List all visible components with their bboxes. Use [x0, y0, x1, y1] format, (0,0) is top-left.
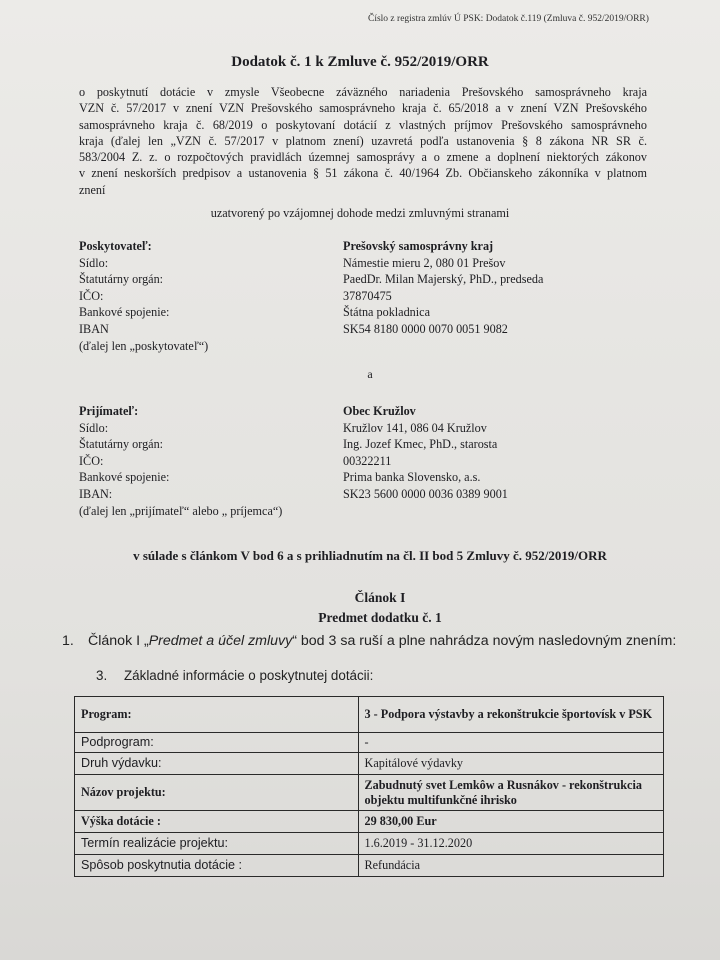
- list-item-text-italic: Predmet a účel zmluvy: [148, 633, 293, 649]
- recipient-label: IBAN:: [79, 486, 113, 501]
- recipient-bank: Prima banka Slovensko, a.s.: [343, 470, 481, 485]
- document-title: Dodatok č. 1 k Zmluve č. 952/2019/ORR: [231, 54, 489, 70]
- table-row: [75, 855, 664, 877]
- provider-label: Štatutárny orgán:: [79, 272, 164, 287]
- table-row: [75, 733, 664, 753]
- recipient-label: Sídlo:: [79, 420, 109, 435]
- list-item-number: 1.: [62, 633, 74, 649]
- accordance-statement: v súlade s článkom V bod 6 a s prihliadnutím na čl. II bod 5 Zmluvy č. 952/2019/ORR: [133, 548, 607, 563]
- provider-values: [343, 238, 543, 338]
- intro-line: znení: [79, 182, 106, 197]
- list-item-number: 3.: [96, 668, 108, 683]
- recipient-name: Obec Kružlov: [343, 404, 416, 418]
- article-title: Článok I: [354, 590, 406, 605]
- recipient-iban: SK23 5600 0000 0036 0389 9001: [343, 486, 508, 501]
- provider-iban: SK54 8180 0000 0070 0051 9082: [343, 321, 508, 336]
- provider-heading: Poskytovateľ:: [79, 239, 152, 253]
- table-cell-label: Termín realizácie projektu:: [75, 833, 359, 855]
- table-cell-label: Spôsob poskytnutia dotácie :: [75, 855, 359, 877]
- provider-address: Námestie mieru 2, 080 01 Prešov: [343, 255, 506, 270]
- recipient-labels: [79, 403, 282, 519]
- list-item-text-post: “ bod 3 sa ruší a plne nahrádza novým nasledovným znením:: [292, 633, 677, 649]
- recipient-label: Štatutárny orgán:: [79, 437, 164, 452]
- provider-label: IČO:: [79, 288, 104, 303]
- table-cell-label: Výška dotácie :: [75, 811, 359, 833]
- provider-ico: 37870475: [343, 288, 392, 303]
- table-cell-label: Podprogram:: [75, 733, 359, 753]
- table-cell-value: 29 830,00 Eur: [358, 811, 663, 833]
- intro-line: samosprávneho kraja č. 68/2019 o poskytovaní dotácií z vlastných príjmov Prešovského samosprávneho: [79, 117, 647, 132]
- table-cell-value: Kapitálové výdavky: [358, 753, 663, 775]
- table-row: [75, 811, 664, 833]
- list-item-text-pre: Článok I „: [88, 633, 149, 649]
- recipient-address: Kružlov 141, 086 04 Kružlov: [343, 420, 487, 435]
- table-cell-label: Druh výdavku:: [75, 753, 359, 775]
- intro-line: kraja (ďalej len „VZN č. 57/2017 v platnom znení) uzavretá podľa ustanovenia § 8 zákona NR SR č.: [79, 133, 647, 148]
- table-row: [75, 775, 664, 811]
- list-item-1: [62, 633, 676, 649]
- provider-labels: [79, 238, 208, 354]
- table-row: [75, 833, 664, 855]
- provider-bank: Štátna pokladnica: [343, 305, 430, 320]
- recipient-heading: Prijímateľ:: [79, 404, 139, 418]
- intro-line: VZN č. 57/2017 v znení VZN Prešovského samosprávneho kraja č. 65/2018 a v znení VZN Prešovského: [79, 101, 647, 116]
- recipient-alias: (ďalej len „prijímateľ“ alebo „ príjemca“): [79, 503, 283, 518]
- table-cell-value: 3 - Podpora výstavby a rekonštrukcie športovísk v PSK: [358, 697, 663, 733]
- provider-statutory: PaedDr. Milan Majerský, PhD., predseda: [343, 272, 544, 287]
- concluded-statement: uzatvorený po vzájomnej dohode medzi zmluvnými stranami: [210, 206, 510, 220]
- provider-label: Sídlo:: [79, 255, 109, 270]
- recipient-values: [343, 403, 508, 503]
- table-cell-value: Refundácia: [358, 855, 663, 877]
- provider-label: Bankové spojenie:: [79, 305, 170, 320]
- table-row: [75, 753, 664, 775]
- table-cell-label: Program:: [75, 697, 359, 733]
- subsidy-info-table: [74, 696, 664, 877]
- provider-alias: (ďalej len „poskytovateľ“): [79, 338, 209, 353]
- recipient-statutory: Ing. Jozef Kmec, PhD., starosta: [343, 437, 498, 452]
- provider-label: IBAN: [79, 321, 109, 336]
- recipient-ico: 00322211: [343, 453, 392, 468]
- recipient-label: Bankové spojenie:: [79, 470, 170, 485]
- list-item-text: Základné informácie o poskytnutej dotácii:: [124, 668, 374, 683]
- conjunction-and: a: [367, 367, 373, 381]
- table-cell-value: 1.6.2019 - 31.12.2020: [358, 833, 663, 855]
- list-item-3: [96, 668, 373, 683]
- table-cell-value: -: [358, 733, 663, 753]
- table-row: [75, 697, 664, 733]
- registry-reference: Číslo z registra zmlúv Ú PSK: Dodatok č.119 (Zmluva č. 952/2019/ORR): [368, 14, 649, 24]
- intro-line: v znení neskorších predpisov a ustanovenia § 51 zákona č. 40/1964 Zb. Občianskeho zákonníka v platnom: [79, 166, 647, 181]
- intro-line: 583/2004 Z. z. o rozpočtových pravidlách územnej samosprávy a o zmene a doplnení niektorých zákonov: [79, 150, 647, 165]
- provider-name: Prešovský samosprávny kraj: [343, 239, 494, 253]
- table-cell-label: Názov projektu:: [75, 775, 359, 811]
- recipient-label: IČO:: [79, 453, 104, 468]
- intro-line: o poskytnutí dotácie v zmysle Všeobecne záväzného nariadenia Prešovského samosprávneho kraja: [79, 85, 647, 99]
- table-cell-value: Zabudnutý svet Lemkôw a Rusnákov - rekonštrukcia objektu multifunkčné ihrisko: [358, 775, 663, 811]
- article-subtitle: Predmet dodatku č. 1: [318, 610, 442, 625]
- intro-paragraph: [79, 84, 647, 198]
